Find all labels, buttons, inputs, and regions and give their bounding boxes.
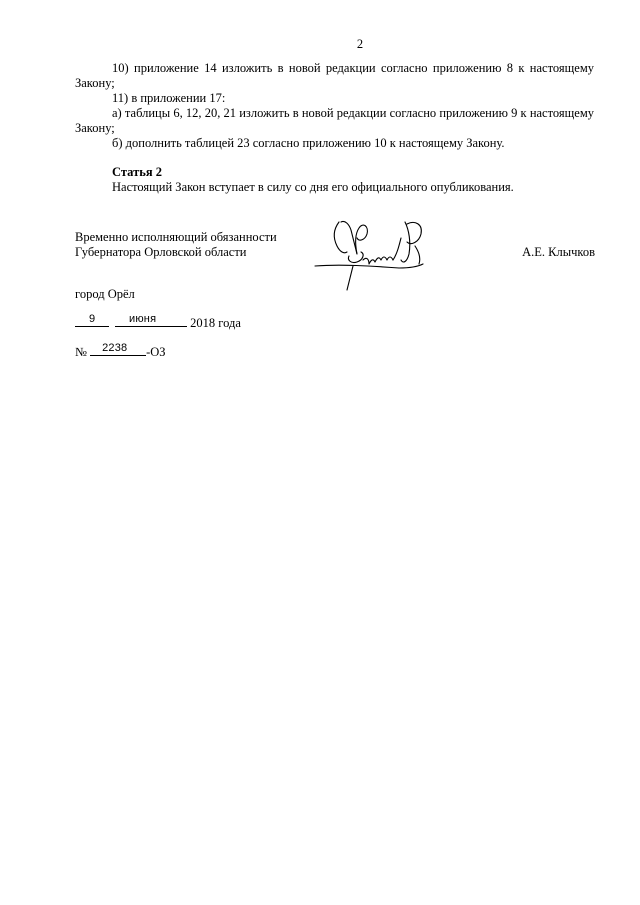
page-number: 2 xyxy=(356,37,364,51)
article-heading: Статья 2 xyxy=(112,165,162,179)
paragraph-subitem-b: б) дополнить таблицей 23 согласно приложению 10 к настоящему Закону. xyxy=(112,136,505,150)
signatory-name: А.Е. Клычков xyxy=(522,245,595,259)
law-number-blank xyxy=(90,342,146,356)
paragraph-item-10: 10) приложение 14 изложить в новой редакции согласно приложению 8 к настоящему Закону; xyxy=(75,61,594,90)
date-day: 9 xyxy=(89,313,96,325)
law-number-prefix: № xyxy=(75,345,87,359)
signatory-position xyxy=(75,230,277,260)
signatory-position-line1: Временно исполняющий обязанности xyxy=(75,230,277,244)
article-text: Настоящий Закон вступает в силу со дня его официального опубликования. xyxy=(112,180,514,194)
law-number: 2238 xyxy=(102,342,128,354)
signatory-position-line2: Губернатора Орловской области xyxy=(75,245,247,259)
handwritten-signature xyxy=(311,216,447,294)
date-month-blank xyxy=(115,313,187,327)
date-year: 2018 года xyxy=(190,316,241,330)
paragraph-subitem-a: а) таблицы 6, 12, 20, 21 изложить в новой редакции согласно приложению 9 к настоящему Закону; xyxy=(75,106,594,135)
date-month: июня xyxy=(129,313,157,325)
city-line: город Орёл xyxy=(75,287,135,301)
date-day-blank xyxy=(75,313,109,327)
document-body xyxy=(75,61,594,195)
law-number-suffix: -ОЗ xyxy=(146,345,166,359)
paragraph-item-11: 11) в приложении 17: xyxy=(112,91,226,105)
article-2 xyxy=(75,165,594,195)
law-number-line xyxy=(75,342,166,358)
date-line xyxy=(75,313,241,329)
